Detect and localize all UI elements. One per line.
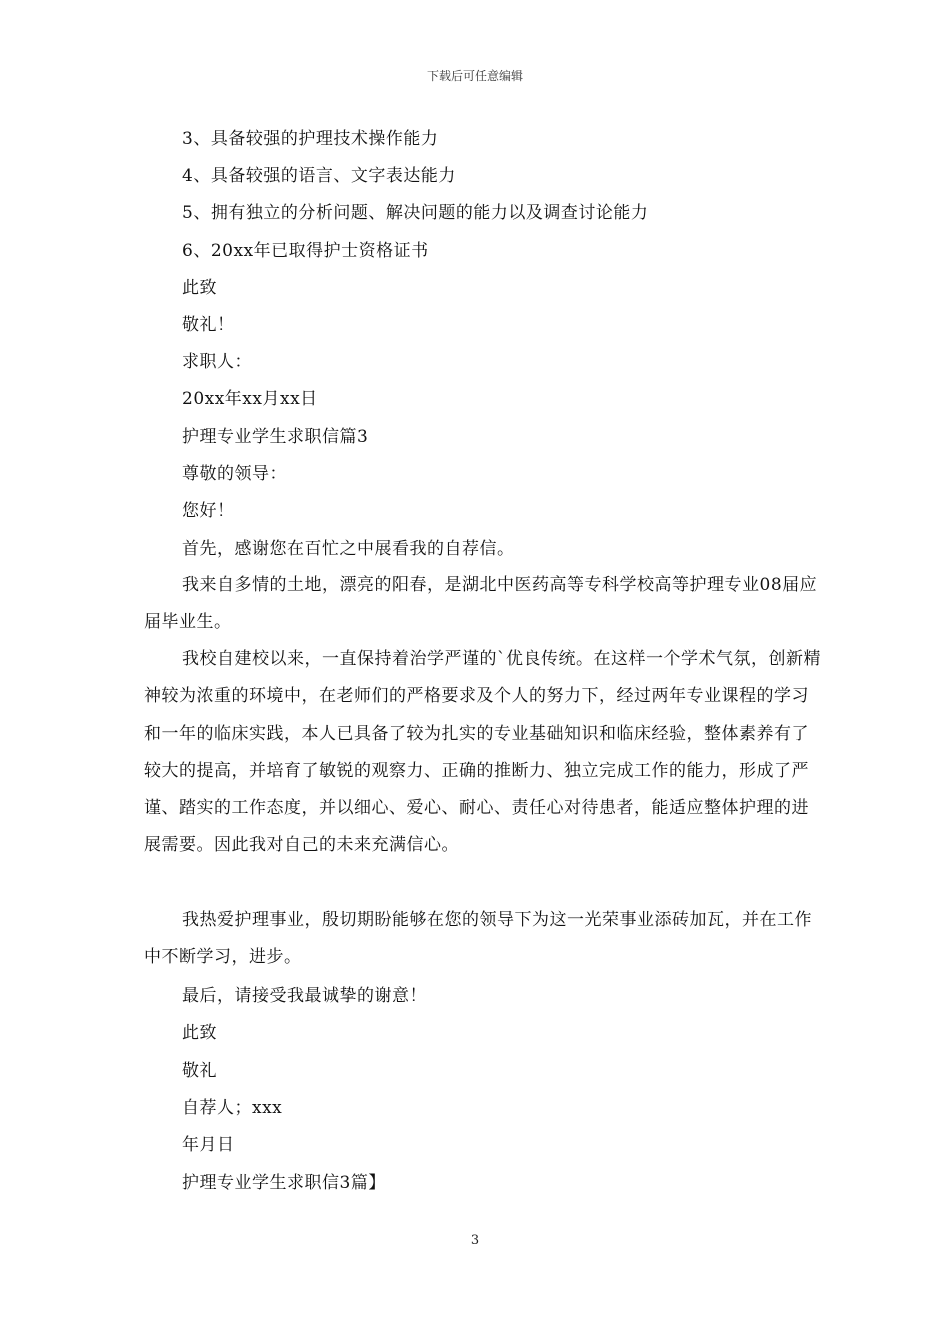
date-line: 20xx年xx月xx日: [182, 389, 318, 409]
applicant-label: 求职人：: [182, 352, 252, 372]
greeting-hello: 您好！: [182, 501, 235, 521]
list-item-4: 4、具备较强的语言、文字表达能力: [182, 166, 456, 186]
closing-cizhi: 此致: [182, 1023, 217, 1043]
signature-date: 年月日: [182, 1135, 235, 1155]
salutation-cizhi: 此致: [182, 278, 217, 298]
salutation-jingli: 敬礼！: [182, 315, 235, 335]
section-title: 护理专业学生求职信篇3: [182, 427, 369, 447]
list-item-3: 3、具备较强的护理技术操作能力: [182, 129, 439, 149]
opening-line: 首先，感谢您在百忙之中展看我的自荐信。: [182, 539, 515, 559]
page-number: 3: [470, 1233, 480, 1248]
paragraph-passion: 我热爱护理事业，殷切期盼能够在您的领导下为这一光荣事业添砖加瓦，并在工作中不断学习，进步。: [144, 910, 812, 968]
signature-line: 自荐人；xxx: [182, 1098, 283, 1118]
page-header: 下载后可任意编辑: [426, 69, 523, 83]
list-item-6: 6、20xx年已取得护士资格证书: [182, 241, 429, 261]
greeting-leaders: 尊敬的领导：: [182, 464, 287, 484]
list-item-5: 5、拥有独立的分析问题、解决问题的能力以及调查讨论能力: [182, 203, 649, 223]
paragraph-school: 我校自建校以来，一直保持着治学严谨的`优良传统。在这样一个学术气氛，创新精神较为浓重的环境中，在老师们的严格要求及个人的努力下，经过两年专业课程的学习和一年的临床实践，本人已具备了较为扎实的专业基础知识和临床经验，整体素养有了较大的提高，并培育了敏锐的观察力、正确的推断力、独立完成工作的能力，形成了严谨、踏实的工作态度，并以细心、爱心、耐心、责任心对待患者，能适应整体护理的进展需要。因此我对自己的未来充满信心。: [144, 649, 821, 856]
document-end-title: 护理专业学生求职信3篇】: [182, 1173, 386, 1193]
closing-jingli: 敬礼: [182, 1061, 217, 1081]
closing-thanks: 最后，请接受我最诚挚的谢意！: [182, 986, 427, 1006]
paragraph-intro: 我来自多情的土地，漂亮的阳春，是湖北中医药高等专科学校高等护理专业08届应届毕业生。: [144, 575, 818, 633]
